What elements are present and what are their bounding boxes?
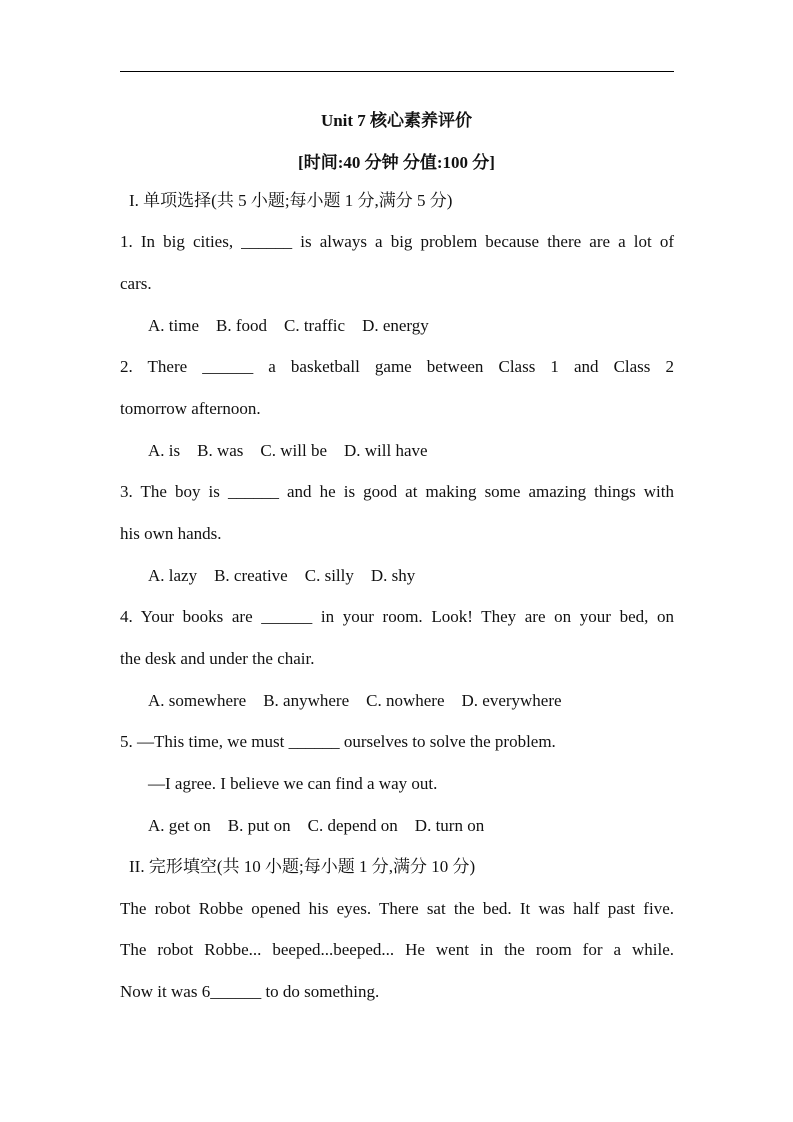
question-5-stem-cont: —I agree. I believe we can find a way out. [148,774,438,793]
question-1-option-d: D. energy [362,316,429,335]
question-1-option-c: C. traffic [284,316,346,335]
question-3-stem-cont: his own hands. [120,524,222,543]
question-1-stem-cont: cars. [120,274,152,293]
question-5-option-c: C. depend on [307,816,398,835]
question-2-option-d: D. will have [344,441,428,460]
page-title: Unit 7 核心素养评价 [320,111,473,130]
question-4-stem-cont: the desk and under the chair. [120,649,315,668]
question-5-option-a: A. get on [148,816,211,835]
question-5-stem: 5. —This time, we must ______ ourselves to solve the problem. [120,732,556,751]
question-2-stem: 2. There ______ a basketball game between Class 1 and Class 2 [120,357,674,376]
question-3-option-d: D. shy [370,566,416,585]
question-2-stem-cont: tomorrow afternoon. [120,399,261,418]
question-2-option-b: B. was [197,441,244,460]
question-3-options [148,565,415,587]
page-subtitle: [时间:40 分钟 分值:100 分] [298,153,495,172]
question-1-options [148,315,429,337]
question-2-option-a: A. is [148,441,181,460]
question-2-option-c: C. will be [260,441,327,460]
passage-line-1: The robot Robbe opened his eyes. There sat the bed. It was half past five. [120,899,674,918]
question-3-option-a: A. lazy [148,566,198,585]
question-1-option-b: B. food [216,316,267,335]
question-4-option-b: B. anywhere [263,691,350,710]
question-1-stem: 1. In big cities, ______ is always a big problem because there are a lot of [120,232,674,251]
question-5-options [148,815,484,837]
question-4-option-a: A. somewhere [148,691,247,710]
section-1-heading: I. 单项选择(共 5 小题;每小题 1 分,满分 5 分) [129,191,453,210]
question-4-options [148,690,562,712]
question-3-stem: 3. The boy is ______ and he is good at making some amazing things with [120,482,674,501]
question-1-option-a: A. time [148,316,199,335]
section-2-heading: II. 完形填空(共 10 小题;每小题 1 分,满分 10 分) [129,857,476,876]
question-3-option-c: C. silly [304,566,354,585]
question-5-option-b: B. put on [227,816,291,835]
passage-line-2: The robot Robbe... beeped...beeped... He went in the room for a while. [120,940,674,959]
question-4-stem: 4. Your books are ______ in your room. Look! They are on your bed, on [120,607,674,626]
question-4-option-c: C. nowhere [366,691,445,710]
passage-line-3: Now it was 6______ to do something. [120,982,380,1001]
top-divider [120,71,674,72]
question-3-option-b: B. creative [214,566,288,585]
question-4-option-d: D. everywhere [461,691,562,710]
question-5-option-d: D. turn on [414,816,485,835]
question-2-options [148,440,428,462]
